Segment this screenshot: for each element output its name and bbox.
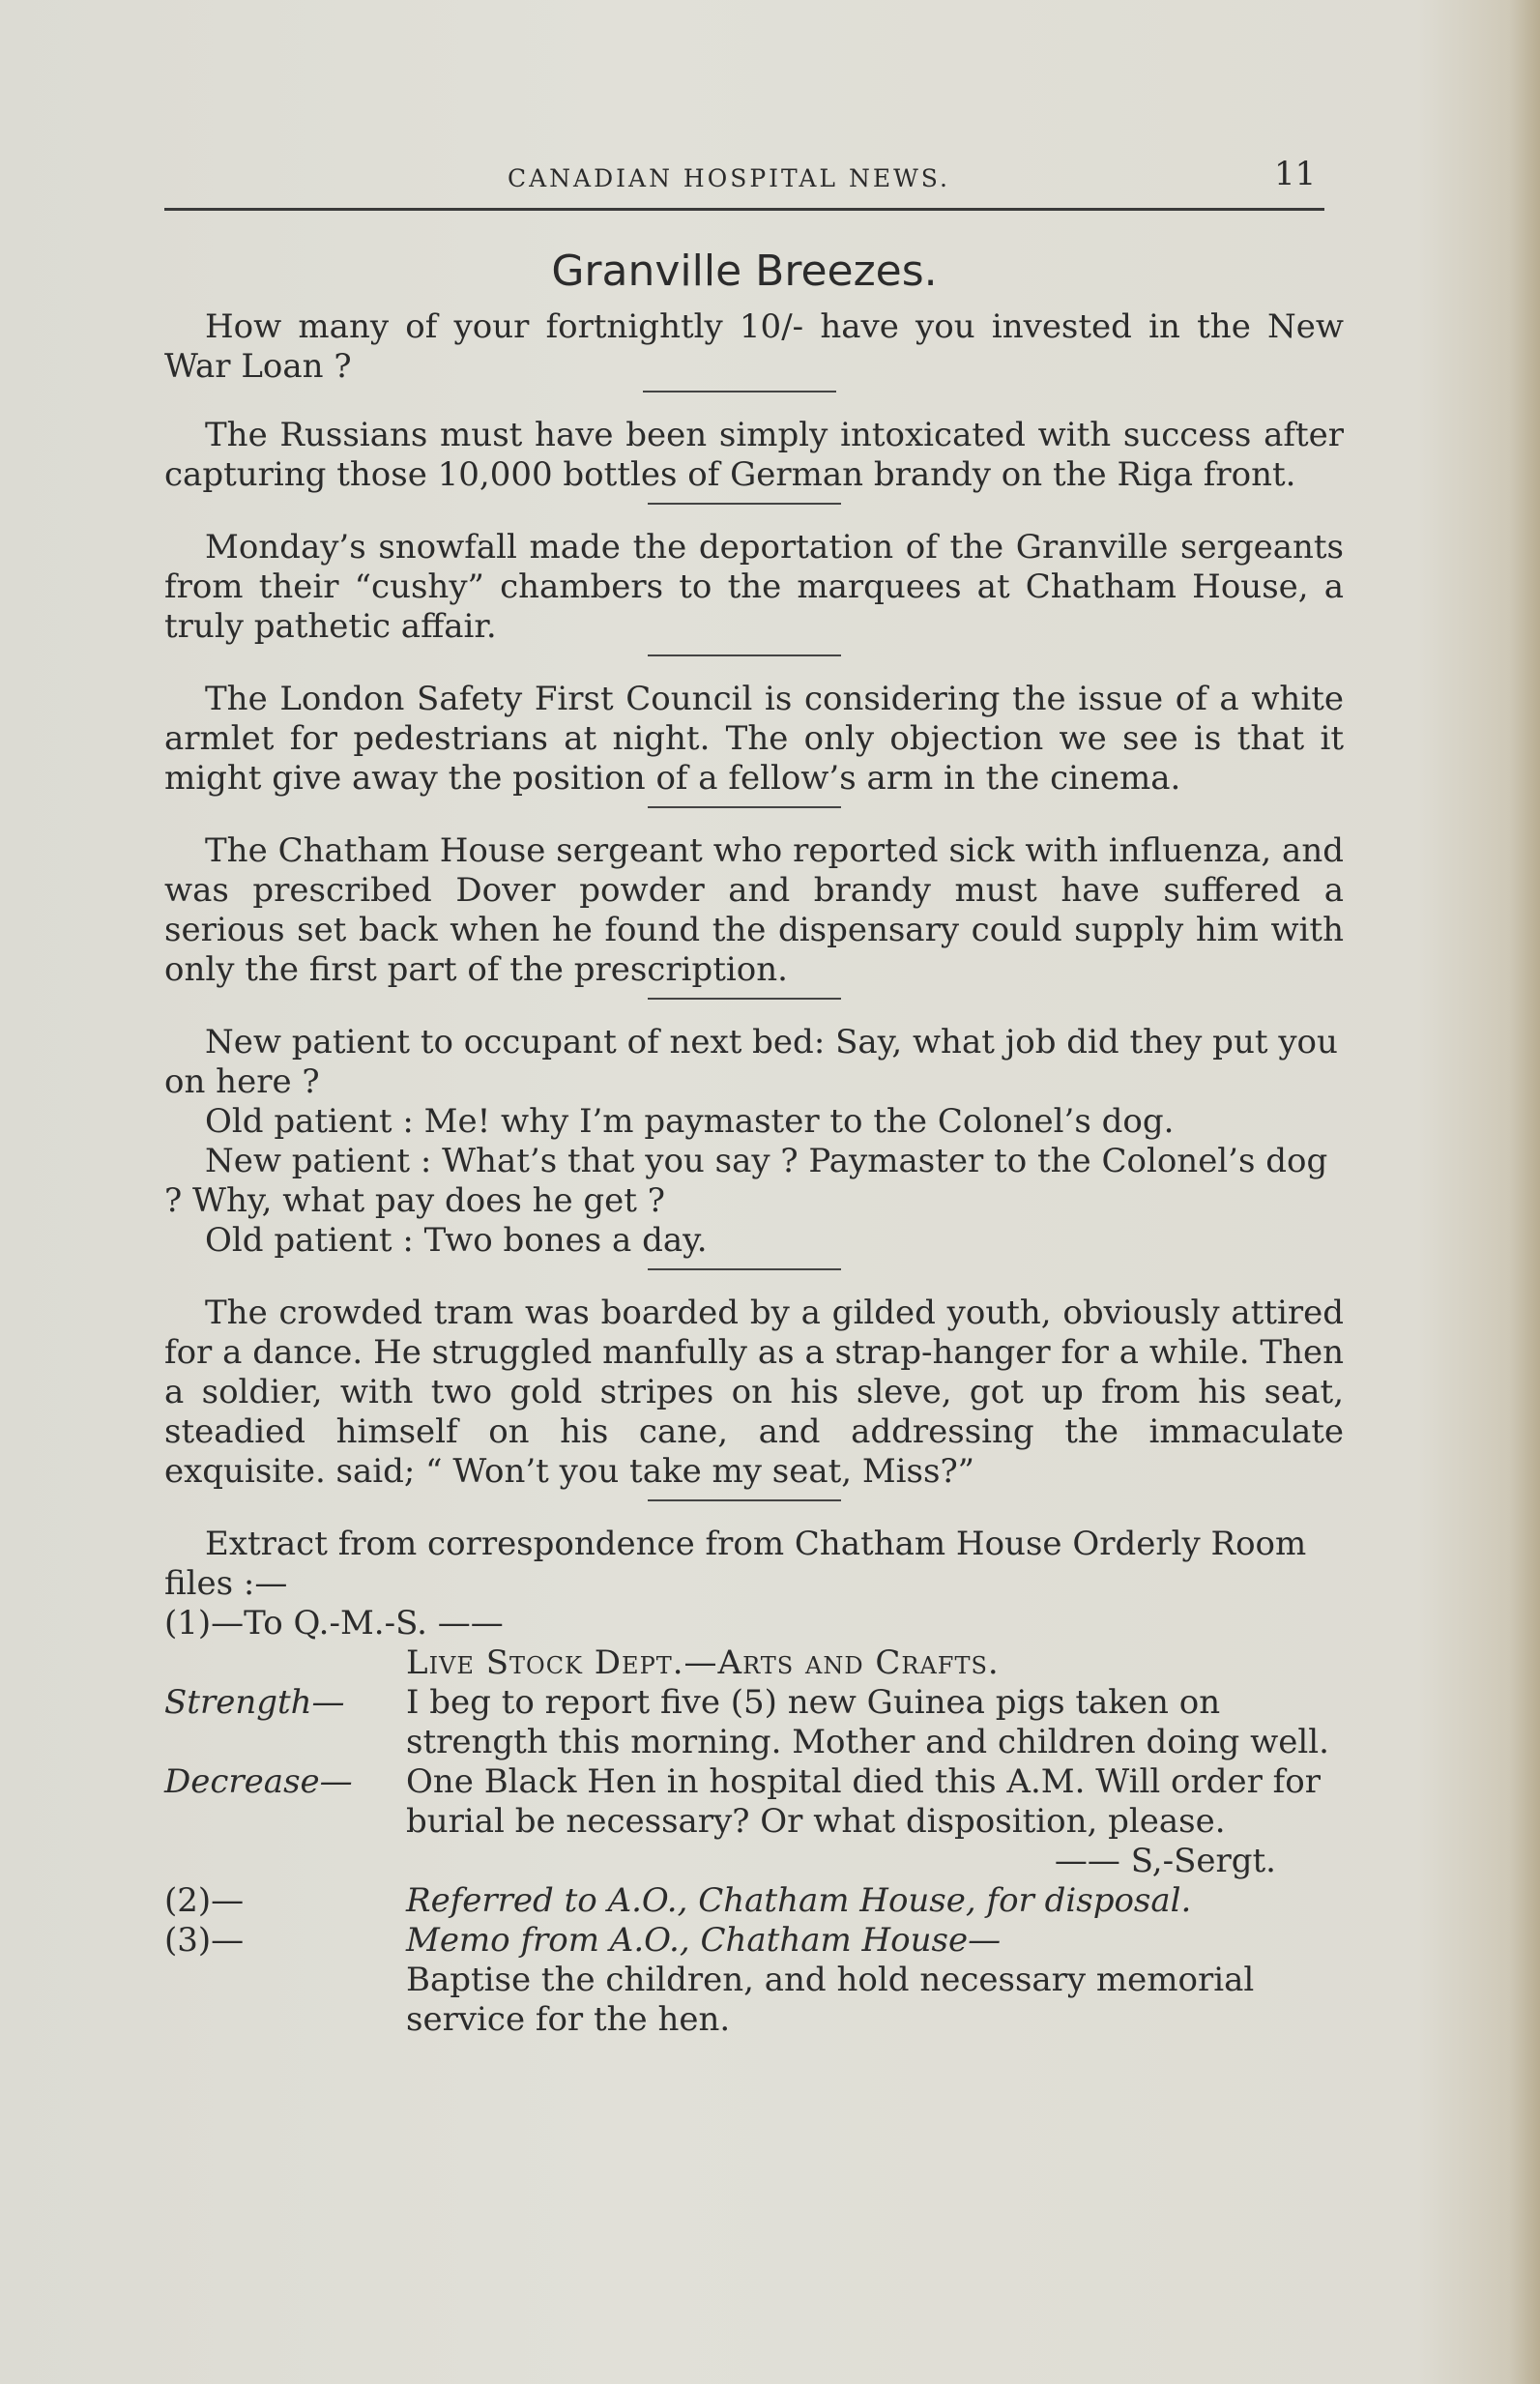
item-3-entry	[164, 1921, 1344, 2040]
separator-rule	[648, 503, 841, 505]
paragraph-war-loan: How many of your fortnightly 10/- have you invested in the New War Loan ?	[164, 307, 1344, 386]
paragraph-tram: The crowded tram was boarded by a gilded youth, obviously attired for a dance. He struggled manfully as a strap-hanger for a while. Then a soldier, with two gold stripes on his sleve, got up from his seat, steadied himself on his cane, and addressing the immaculate exquisite. said; “ Won’t you take my seat, Miss?”	[164, 1294, 1344, 1491]
item-2-label: (2)—	[164, 1881, 245, 1920]
strength-text: I beg to report five (5) new Guinea pigs taken on strength this morning. Mother and children doing well.	[406, 1683, 1329, 1761]
decrease-text: One Black Hen in hospital died this A.M. Will order for burial be necessary? Or what disposition, please.	[406, 1762, 1321, 1841]
item-2-entry	[164, 1881, 1344, 1921]
separator-rule	[648, 1499, 841, 1501]
header-rule	[164, 208, 1324, 211]
paragraph-snowfall: Monday’s snowfall made the deportation of the Granville sergeants from their “cushy” chambers to the marquees at Chatham House, a truly pathetic affair.	[164, 528, 1344, 646]
separator-rule	[648, 654, 841, 656]
paragraph-russians: The Russians must have been simply intoxicated with success after capturing those 10,000 bottles of German brandy on the Riga front.	[164, 416, 1344, 494]
extract-to-line: (1)—To Q.-M.-S. ——	[164, 1604, 504, 1643]
extract-intro: Extract from correspondence from Chatham House Orderly Room files :—	[164, 1525, 1307, 1603]
extract-dept: Live Stock Dept.—Arts and Crafts.	[406, 1643, 1000, 1682]
article-title: Granville Breezes.	[551, 247, 938, 296]
running-head: CANADIAN HOSPITAL NEWS.	[508, 164, 950, 192]
signature: —— S,-Sergt.	[1054, 1842, 1276, 1880]
strength-label: Strength—	[164, 1683, 345, 1722]
dialog-line: New patient : What’s that you say ? Paymaster to the Colonel’s dog ? Why, what pay does he get ?	[164, 1142, 1328, 1220]
item-3-heading: Memo from A.O., Chatham House—	[406, 1921, 1002, 1960]
item-3-text: Baptise the children, and hold necessary memorial service for the hen.	[406, 1961, 1255, 2039]
separator-rule	[648, 1268, 841, 1270]
item-3-body	[406, 1921, 1344, 2040]
decrease-entry	[164, 1762, 1344, 1842]
separator-rule	[648, 806, 841, 808]
page-number: 11	[1274, 155, 1317, 193]
dialog-line: New patient to occupant of next bed: Say, what job did they put you on here ?	[164, 1023, 1338, 1101]
article-body	[164, 307, 1344, 2040]
item-2-text: Referred to A.O., Chatham House, for disposal.	[406, 1881, 1192, 1920]
dialog-line: Old patient : Two bones a day.	[205, 1221, 708, 1260]
item-3-label: (3)—	[164, 1921, 245, 1960]
separator-rule	[648, 998, 841, 1000]
strength-entry	[164, 1683, 1344, 1762]
paragraph-influenza: The Chatham House sergeant who reported sick with influenza, and was prescribed Dover powder and brandy must have suffered a serious set back when he found the dispensary could supply him with only the first part of the prescription.	[164, 831, 1344, 989]
paragraph-armlet: The London Safety First Council is considering the issue of a white armlet for pedestrians at night. The only objection we see is that it might give away the position of a fellow’s arm in the cinema.	[164, 680, 1344, 798]
decrease-label: Decrease—	[164, 1762, 353, 1801]
page-header	[164, 153, 1324, 201]
dialog-line: Old patient : Me! why I’m paymaster to the Colonel’s dog.	[205, 1102, 1175, 1141]
separator-rule	[643, 391, 836, 392]
